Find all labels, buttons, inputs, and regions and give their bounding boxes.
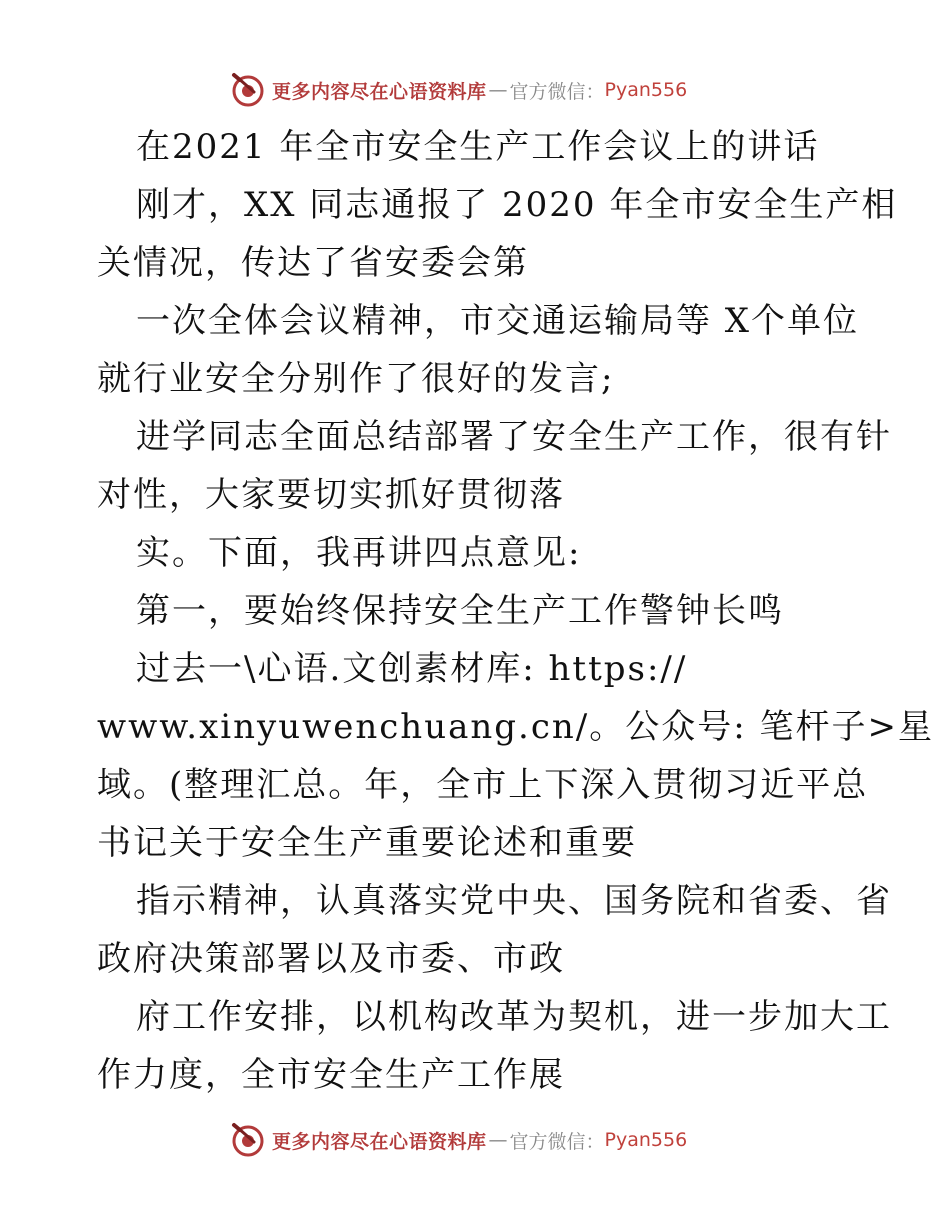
paragraph-line: 域。(整理汇总。年，全市上下深入贯彻习近平总 [97,765,869,805]
logo-icon [230,1122,266,1158]
header-wechat-label: 官方微信： [509,80,605,103]
paragraph-line: www.xinyuwenchuang.cn/。公众号: 笔杆子>星 [97,707,934,747]
paragraph-line: 实。下面，我再讲四点意见: [136,533,582,573]
logo-icon [230,72,266,108]
footer-dash: — [488,1129,508,1151]
section-heading: 第一，要始终保持安全生产工作警钟长鸣 [136,591,784,631]
paragraph-line: 进学同志全面总结部署了安全生产工作，很有针 [136,417,892,457]
paragraph-line: 对性，大家要切实抓好贯彻落 [97,475,565,515]
paragraph-line: 过去一\心语.文创素材库: https:// [136,649,688,689]
paragraph-line: 政府决策部署以及市委、市政 [97,939,565,979]
paragraph-line: 指示精神，认真落实党中央、国务院和省委、省 [136,881,892,921]
paragraph-line: 刚才，XX 同志通报了 2020 年全市安全生产相 [136,185,898,225]
paragraph-line: 关情况，传达了省安委会第 [97,243,529,283]
paragraph-line: 作力度，全市安全生产工作展 [97,1055,565,1095]
document-title: 在2021 年全市安全生产工作会议上的讲话 [136,127,820,167]
header-wechat-id: Pyan556 [604,79,688,101]
paragraph-line: 就行业安全分别作了很好的发言; [97,359,615,399]
paragraph-line: 一次全体会议精神，市交通运输局等 X个单位 [136,301,860,341]
footer-wechat-label: 官方微信： [509,1130,605,1153]
footer-watermark [230,1120,687,1160]
paragraph-line: 书记关于安全生产重要论述和重要 [97,823,637,863]
header-watermark [230,70,687,110]
paragraph-line: 府工作安排，以机构改革为契机，进一步加大工 [136,997,892,1037]
header-promo-text: 更多内容尽在心语资料库 [272,80,487,103]
footer-wechat-id: Pyan556 [604,1129,688,1151]
header-dash: — [488,79,508,101]
footer-promo-text: 更多内容尽在心语资料库 [272,1130,487,1153]
